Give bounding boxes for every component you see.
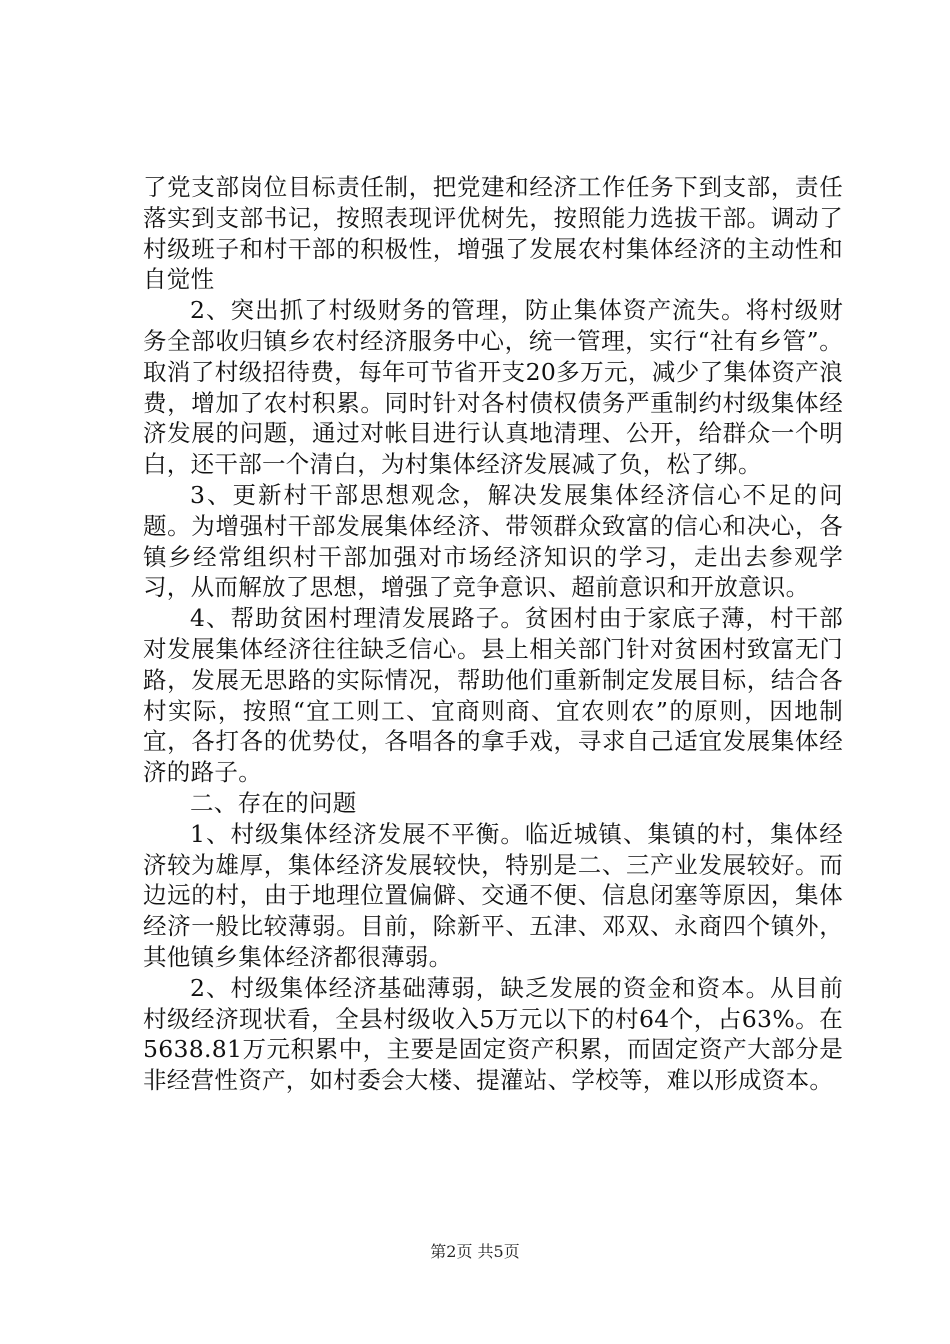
- paragraph-continuation: 了党支部岗位目标责任制，把党建和经济工作任务下到支部，责任落实到支部书记，按照表现评优树先，按照能力选拔干部。调动了村级班子和村干部的积极性，增强了发展农村集体经济的主动性和自觉性: [143, 173, 843, 294]
- paragraph-finance-management: 2、突出抓了村级财务的管理，防止集体资产流失。将村级财务全部收归镇乡农村经济服务中心，统一管理，实行“社有乡管”。取消了村级招待费，每年可节省开支20多万元，减少了集体资产浪费，增加了农村积累。同时针对各村债权债务严重制约村级集体经济发展的问题，通过对帐目进行认真地清理、公开，给群众一个明白，还干部一个清白，为村集体经济发展减了负，松了绑。: [143, 296, 843, 479]
- document-body: [143, 172, 843, 1096]
- paragraph-weak-foundation: 2、村级集体经济基础薄弱，缺乏发展的资金和资本。从目前村级经济现状看，全县村级收入5万元以下的村64个，占63%。在5638.81万元积累中，主要是固定资产积累，而固定资产大部分是非经营性资产，如村委会大楼、提灌站、学校等，难以形成资本。: [143, 973, 843, 1095]
- paragraph-imbalance: 1、村级集体经济发展不平衡。临近城镇、集镇的村，集体经济较为雄厚，集体经济发展较快，特别是二、三产业发展较好。而边远的村，由于地理位置偏僻、交通不便、信息闭塞等原因，集体经济一般比较薄弱。目前，除新平、五津、邓双、永商四个镇外，其他镇乡集体经济都很薄弱。: [143, 819, 843, 971]
- page-number-footer: 第2页 共5页: [430, 1242, 520, 1261]
- section-heading-problems: 二、存在的问题: [190, 788, 357, 817]
- paragraph-update-thinking: 3、更新村干部思想观念，解决发展集体经济信心不足的问题。为增强村干部发展集体经济、带领群众致富的信心和决心，各镇乡经常组织村干部加强对市场经济知识的学习，走出去参观学习，从而解放了思想，增强了竞争意识、超前意识和开放意识。: [143, 480, 843, 602]
- paragraph-poor-villages: 4、帮助贫困村理清发展路子。贫困村由于家底子薄，村干部对发展集体经济往往缺乏信心。县上相关部门针对贫困村致富无门路，发展无思路的实际情况，帮助他们重新制定发展目标，结合各村实际，按照“宜工则工、宜商则商、宜农则农”的原则，因地制宜，各打各的优势仗，各唱各的拿手戏，寻求自己适宜发展集体经济的路子。: [143, 604, 843, 787]
